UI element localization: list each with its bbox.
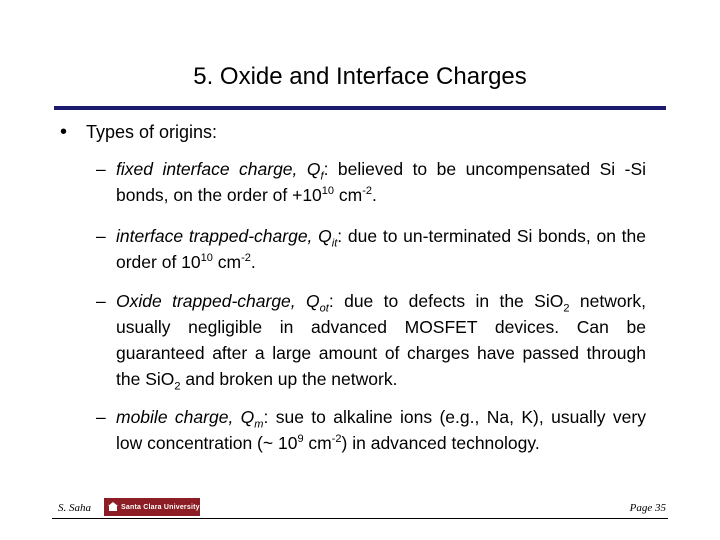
item-text: cm [303, 433, 332, 453]
dash-marker: – [96, 291, 106, 311]
item-text: : due to defects in the SiO [328, 291, 564, 311]
item-text: cm [334, 185, 363, 205]
mission-icon [108, 502, 118, 512]
item-subscript: it [331, 237, 338, 250]
item-text: cm [212, 252, 242, 272]
item-text: and broken up the network. [180, 369, 398, 389]
dash-marker: – [96, 407, 106, 427]
list-item-fixed-charge [96, 156, 646, 208]
slide-title: 5. Oxide and Interface Charges [193, 63, 527, 90]
item-term: Oxide trapped-charge, Q [116, 291, 320, 311]
bullet-heading: Types of origins: [86, 122, 218, 142]
item-text: : due to un-terminated Si bonds, on the order of 10 [116, 226, 647, 272]
item-superscript: 9 [297, 433, 304, 446]
item-text: : believed to be uncompensated Si -Si bonds, on the order of +10 [116, 159, 647, 205]
university-logo [104, 498, 200, 516]
item-subscript: 2 [563, 302, 570, 315]
item-term: mobile charge, Q [116, 407, 255, 427]
title-divider [54, 106, 666, 110]
dash-marker: – [96, 226, 106, 246]
item-superscript: -2 [362, 185, 373, 198]
footer-author: S. Saha [58, 502, 91, 514]
item-subscript: 2 [174, 380, 181, 393]
item-term: fixed interface charge, Q [116, 159, 321, 179]
item-text: network, usually negligible in advanced MOSFET devices. Can be guaranteed after a large amount of charges have passed through the SiO [116, 291, 647, 389]
item-superscript: 10 [200, 252, 213, 265]
list-item-oxide-trapped-charge [96, 288, 646, 392]
item-text: ) in advanced technology. [341, 433, 540, 453]
item-text: . [250, 252, 256, 272]
item-superscript: -2 [241, 252, 251, 265]
list-item-interface-trapped-charge [96, 223, 646, 275]
item-text: . [372, 185, 377, 205]
item-subscript: ot [319, 302, 329, 315]
bullet-icon: • [60, 121, 68, 143]
item-subscript: f [320, 170, 324, 183]
list-item-mobile-charge [96, 404, 646, 456]
item-subscript: m [254, 418, 264, 431]
logo-text: Santa Clara University [121, 503, 200, 511]
item-superscript: -2 [331, 433, 342, 446]
item-superscript: 10 [321, 185, 335, 198]
item-text: : sue to alkaline ions (e.g., Na, K), usually very low concentration (~ 10 [116, 407, 646, 453]
page-number: Page 35 [629, 502, 666, 514]
dash-marker: – [96, 159, 106, 179]
footer-divider [52, 518, 668, 519]
item-term: interface trapped-charge, Q [116, 226, 332, 246]
